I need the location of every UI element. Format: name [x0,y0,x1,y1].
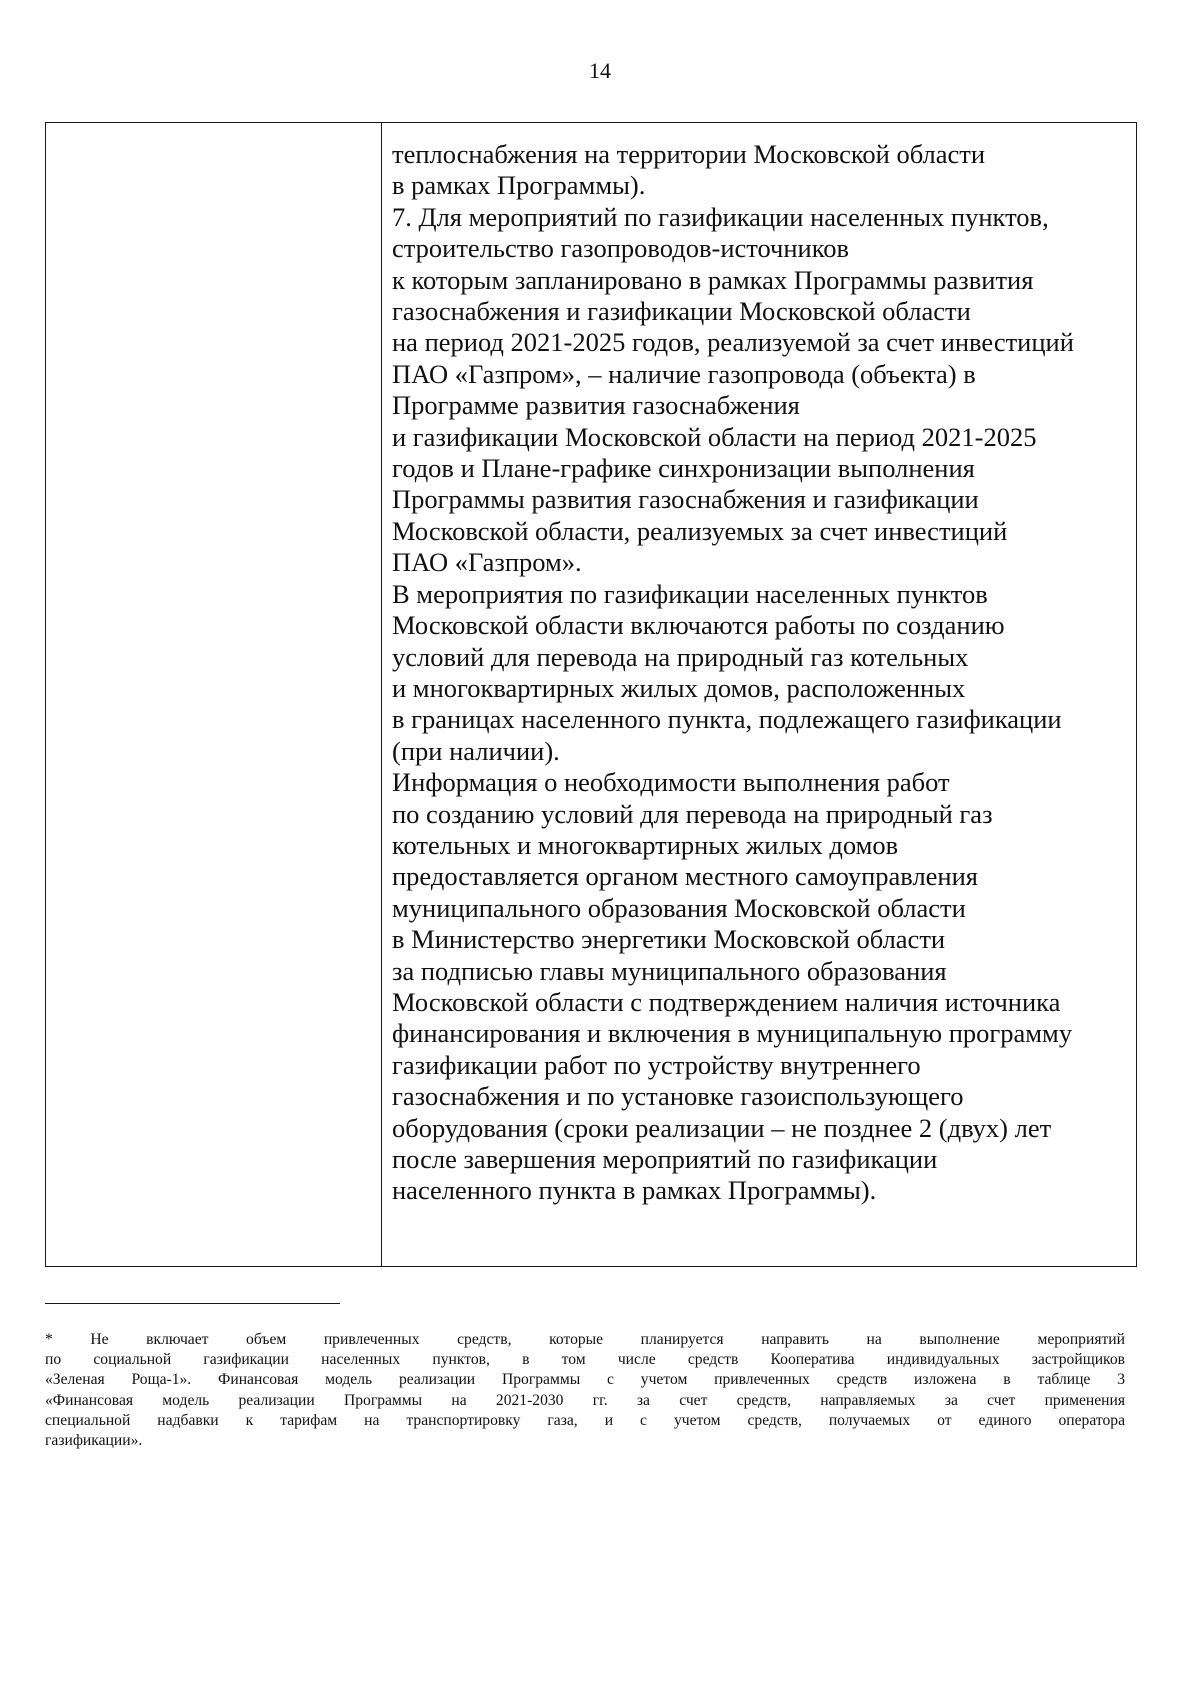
table-column-divider [381,123,382,1266]
cell-text-line: газоснабжения и газификации Московской области [392,296,971,327]
cell-text-line: котельных и многоквартирных жилых домов [392,829,899,860]
cell-text-line: финансирования и включения в муниципальную программу [392,1018,1073,1049]
cell-text-line: (при наличии). [392,735,560,766]
cell-text-line: Московской области включаются работы по созданию [392,610,1005,641]
cell-text-line: условий для перевода на природный газ котельных [392,641,969,672]
cell-text-line: 7. Для мероприятий по газификации населенных пунктов, [392,201,1049,232]
cell-text-line: на период 2021-2025 годов, реализуемой за счет инвестиций [392,327,1074,358]
cell-text-line: Московской области с подтверждением наличия источника [392,986,1061,1017]
cell-text-line: и многоквартирных жилых домов, расположенных [392,672,966,703]
footnote-line: по социальной газификации населенных пунктов, в том числе средств Кооператива индивидуальных застройщиков [45,1351,1125,1369]
cell-text-line: Информация о необходимости выполнения работ [392,767,950,798]
page-number: 14 [589,58,611,83]
footnote-line: специальной надбавки к тарифам на транспортировку газа, и с учетом средств, получаемых от единого оператора [45,1411,1125,1429]
cell-text-line: Московской области, реализуемых за счет инвестиций [392,515,1008,546]
cell-text-line: В мероприятия по газификации населенных пунктов [392,578,988,609]
cell-text-line: годов и Плане-графике синхронизации выполнения [392,453,975,484]
cell-text-line: населенного пункта в рамках Программы). [392,1175,877,1206]
cell-text-line: теплоснабжения на территории Московской области [392,139,986,169]
cell-text-line: ПАО «Газпром». [392,547,582,578]
cell-text-line: муниципального образования Московской области [392,892,966,923]
cell-text-line: по созданию условий для перевода на природный газ [392,798,993,829]
cell-text-line: газоснабжения и по установке газоиспользующего [392,1081,964,1112]
footnote-separator [45,1303,340,1304]
cell-text-line: в рамках Программы). [392,170,646,201]
cell-text-line: ПАО «Газпром», – наличие газопровода (объекта) в [392,358,976,389]
table-right-cell [392,139,1132,1266]
table-left-cell [46,123,381,1266]
cell-text-line: к которым запланировано в рамках Программы развития [392,264,1034,295]
footnote-line: «Финансовая модель реализации Программы на 2021-2030 гг. за счет средств, направляемых за счет применения [45,1391,1125,1409]
cell-text-line: за подписью главы муниципального образования [392,955,947,986]
cell-text-line: после завершения мероприятий по газификации [392,1144,938,1174]
cell-text-line: в границах населенного пункта, подлежащего газификации [392,704,1062,735]
footnote-line: газификации». [45,1432,143,1450]
cell-text-line: оборудования (сроки реализации – не позднее 2 (двух) лет [392,1112,1052,1143]
cell-text-line: строительство газопроводов-источников [392,233,850,264]
cell-text-line: и газификации Московской области на период 2021-2025 [392,421,1037,452]
footnote [45,1330,1125,1451]
document-table [45,122,1137,1267]
cell-text-line: в Министерство энергетики Московской области [392,924,946,955]
cell-text-line: Программы развития газоснабжения и газификации [392,484,979,515]
cell-text-line: газификации работ по устройству внутреннего [392,1049,921,1080]
cell-text-line: Программе развития газоснабжения [392,390,800,421]
footnote-line: * Не включает объем привлеченных средств, которые планируется направить на выполнение мероприятий [45,1331,1125,1348]
footnote-line: «Зеленая Роща-1». Финансовая модель реализации Программы с учетом привлеченных средств изложена в таблице 3 [45,1371,1125,1389]
cell-text-line: предоставляется органом местного самоуправления [392,861,978,892]
